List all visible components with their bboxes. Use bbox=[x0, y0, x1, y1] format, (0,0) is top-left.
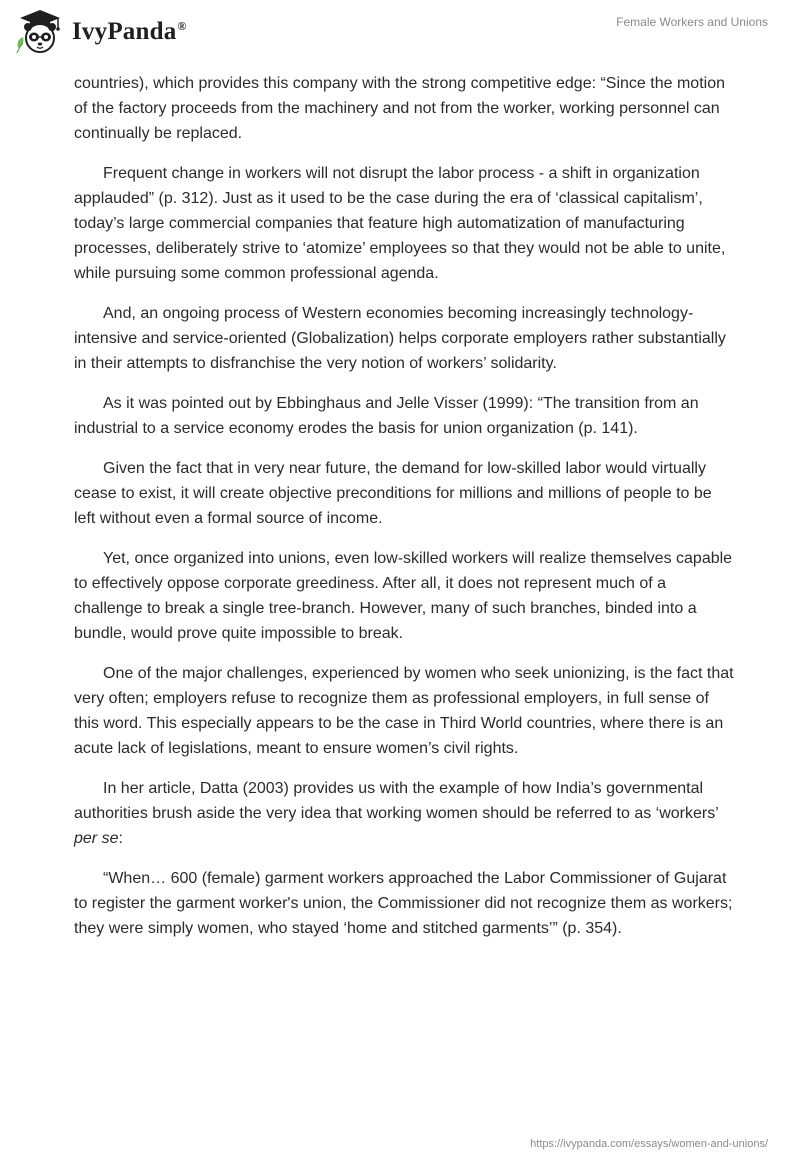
essay-body bbox=[74, 71, 734, 956]
block-quote-paragraph: “When… 600 (female) garment workers approached the Labor Commissioner of Gujarat to register the garment worker's union, the Commissioner did not recognize them as workers; they were simply women, who stayed ‘home and stitched garments’” (p. 354). bbox=[74, 870, 733, 937]
document-title: Female Workers and Unions bbox=[616, 15, 768, 29]
paragraph: Yet, once organized into unions, even low-skilled workers will realize themselves capable to effectively oppose corporate greediness. After all, it does not represent much of a challenge to break a single tree-branch. However, many of such branches, binded into a bundle, would prove quite impossible to break. bbox=[74, 550, 733, 642]
paragraph: countries), which provides this company with the strong competitive edge: “Since the motion of the factory proceeds from the machinery and not from the worker, working personnel can continually be replaced. bbox=[74, 75, 725, 142]
datta-paragraph bbox=[74, 776, 734, 851]
paragraph: And, an ongoing process of Western economies becoming increasingly technology-intensive and service-oriented (Globalization) helps corporate employers rather substantially in their attempts to disfranchise the very notion of workers’ solidarity. bbox=[74, 305, 726, 372]
datta-text-end: : bbox=[118, 830, 123, 847]
source-url[interactable]: https://ivypanda.com/essays/women-and-unions/ bbox=[530, 1138, 768, 1150]
ivypanda-logo[interactable] bbox=[14, 8, 187, 54]
italic-term: per se bbox=[74, 830, 119, 847]
paragraph: As it was pointed out by Ebbinghaus and Jelle Visser (1999): “The transition from an industrial to a service economy erodes the basis for union organization (p. 141). bbox=[74, 395, 699, 437]
paragraph: One of the major challenges, experienced by women who seek unionizing, is the fact that very often; employers refuse to recognize them as professional employers, in full sense of this word. This especially appears to be the case in Third World countries, where there is an acute lack of legislations, meant to ensure women’s civil rights. bbox=[74, 665, 734, 757]
brand-name: IvyPanda® bbox=[72, 18, 187, 45]
paragraph: Given the fact that in very near future, the demand for low-skilled labor would virtually cease to exist, it will create objective preconditions for millions and millions of people to be left without even a formal source of income. bbox=[74, 460, 712, 527]
page-header bbox=[0, 0, 800, 64]
datta-text: In her article, Datta (2003) provides us with the example of how India’s governmental authorities brush aside the very idea that working women should be referred to as ‘workers’ bbox=[74, 780, 719, 822]
panda-graduate-icon bbox=[14, 8, 66, 54]
registered-mark: ® bbox=[177, 18, 187, 33]
paragraph: Frequent change in workers will not disrupt the labor process - a shift in organization applauded” (p. 312). Just as it used to be the case during the era of ‘classical capitalism’, today’s large commercial companies that feature high automatization of manufacturing processes, deliberately strive to ‘atomize’ employees so that they would not be able to unite, while pursuing some common professional agenda. bbox=[74, 165, 726, 282]
